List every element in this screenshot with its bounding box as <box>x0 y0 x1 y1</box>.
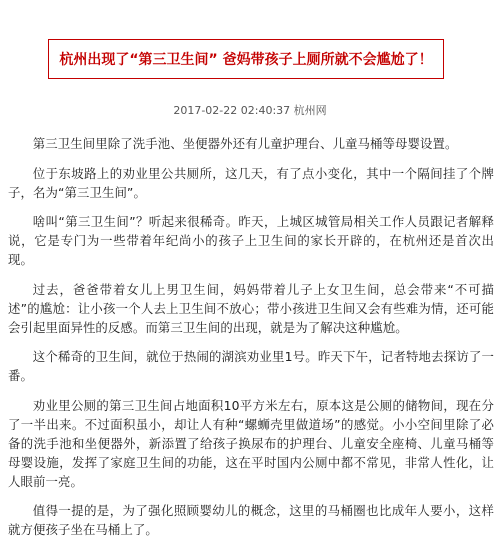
title-frame <box>48 39 444 79</box>
paragraph: 啥叫“第三卫生间”？听起来很稀奇。昨天，上城区城管局相关工作人员跟记者解释说，它是专门为一些带着年纪尚小的孩子上卫生间的家长开辟的，在杭州还是首次出现。 <box>8 214 494 267</box>
paragraph: 这个稀奇的卫生间，就位于热闹的湖滨劝业里1号。昨天下午，记者特地去探访了一番。 <box>8 349 494 383</box>
paragraph: 劝业里公厕的第三卫生间占地面积10平方米左右，原本这是公厕的储物间，现在分了一半出来。不过面积虽小，却让人有种“螺蛳壳里做道场”的感觉。小小空间里除了必备的洗手池和坐便器外，新添置了给孩子换尿布的护理台、儿童安全座椅、儿童马桶等母婴设施，发挥了家庭卫生间的功能，这在平时国内公厕中都不常见，非常人性化，让人眼前一亮。 <box>8 397 494 489</box>
paragraph: 值得一提的是，为了强化照顾婴幼儿的概念，这里的马桶圈也比成年人要小，这样就方便孩子坐在马桶上了。 <box>8 503 494 537</box>
article-body <box>8 134 494 550</box>
article-meta <box>0 102 500 118</box>
paragraph: 第三卫生间里除了洗手池、坐便器外还有儿童护理台、儿童马桶等母婴设置。 <box>32 136 458 151</box>
paragraph: 位于东坡路上的劝业里公共厕所，这几天，有了点小变化，其中一个隔间挂了个牌子，名为“第三卫生间”。 <box>8 165 494 200</box>
paragraph: 过去，爸爸带着女儿上男卫生间，妈妈带着儿子上女卫生间，总会带来“不可描述”的尴尬：让小孩一个人去上卫生间不放心；带小孩进卫生间又会有些难为情，还可能会引起里面异性的反感。而第三卫生间的出现，就是为了解决这种尴尬。 <box>8 281 494 335</box>
source-link[interactable]: 杭州网 <box>293 104 327 117</box>
publish-date: 2017-02-22 02:40:37 <box>173 104 291 117</box>
article-title: 杭州出现了“第三卫生间” 爸妈带孩子上厕所就不会尴尬了！ <box>59 52 433 68</box>
